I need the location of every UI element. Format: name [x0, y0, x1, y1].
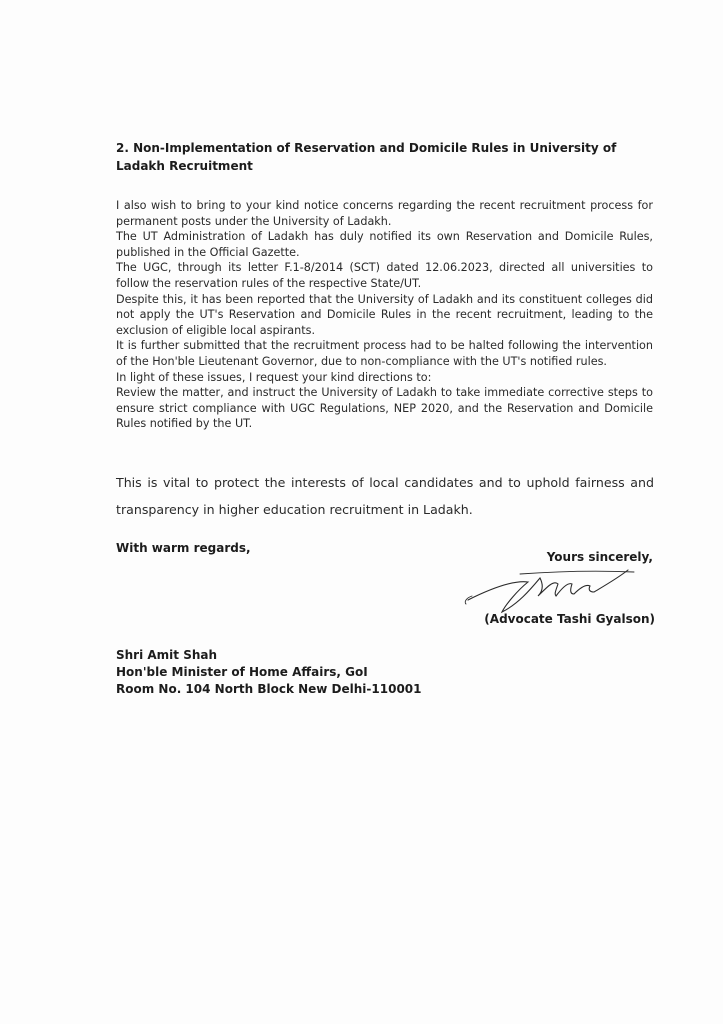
- signer-name: (Advocate Tashi Gyalson): [484, 612, 655, 626]
- closing-paragraph: This is vital to protect the interests of local candidates and to uphold fairness and transparency in higher education recruitment in Ladakh.: [116, 475, 654, 517]
- regards-line: With warm regards,: [116, 541, 251, 555]
- addressee-block: [116, 647, 422, 698]
- body-paragraph: It is further submitted that the recruitment process had to be halted following the intervention of the Hon'ble Lieutenant Governor, due to non-compliance with the UT's notified rules.: [116, 339, 653, 368]
- addressee-designation: Hon'ble Minister of Home Affairs, GoI: [116, 665, 368, 679]
- body-paragraph: The UGC, through its letter F.1-8/2014 (SCT) dated 12.06.2023, directed all universities to follow the reservation rules of the respective State/UT.: [116, 261, 653, 290]
- addressee-name: Shri Amit Shah: [116, 648, 218, 662]
- body-paragraph: In light of these issues, I request your kind directions to:: [116, 370, 432, 384]
- addressee-address: Room No. 104 North Block New Delhi-110001: [116, 682, 422, 696]
- letter-body: [116, 198, 653, 432]
- body-paragraph: Despite this, it has been reported that the University of Ladakh and its constituent colleges did not apply the UT's Reservation and Domicile Rules in the recent recruitment, leading to the exclusion of eligible local aspirants.: [116, 292, 653, 337]
- body-paragraph: I also wish to bring to your kind notice concerns regarding the recent recruitment process for permanent posts under the University of Ladakh.: [116, 199, 653, 228]
- signature-image: [458, 560, 658, 620]
- section-heading: 2. Non-Implementation of Reservation and Domicile Rules in University of Ladakh Recruitment: [116, 141, 617, 173]
- sign-off: Yours sincerely,: [546, 550, 653, 564]
- body-paragraph: Review the matter, and instruct the University of Ladakh to take immediate corrective steps to ensure strict compliance with UGC Regulations, NEP 2020, and the Reservation and Domicile Rules notified by the UT.: [116, 386, 653, 431]
- body-paragraph: The UT Administration of Ladakh has duly notified its own Reservation and Domicile Rules, published in the Official Gazette.: [116, 230, 653, 259]
